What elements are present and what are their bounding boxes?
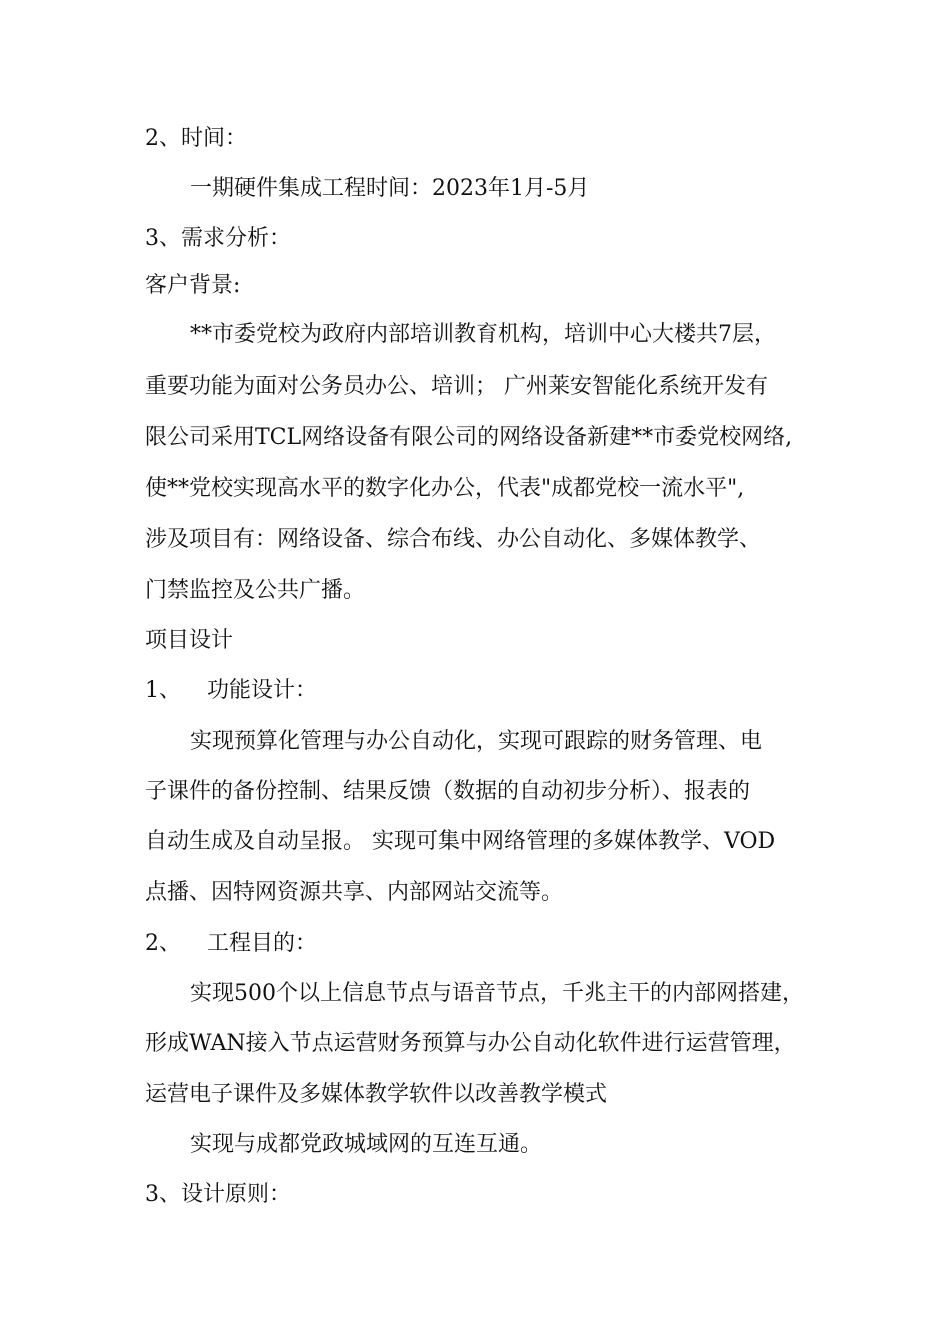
function-design-heading <box>145 676 317 706</box>
engineering-goal-extra: 实现与成都党政城域网的互连互通。 <box>190 1132 543 1157</box>
engineering-goal-heading <box>145 929 317 959</box>
function-design-line: 实现预算化管理与办公自动化，实现可跟踪的财务管理、电 <box>190 729 763 754</box>
function-design-number: 1、 <box>145 678 181 703</box>
client-background-line: 重要功能为面对公务员办公、培训； 广州莱安智能化系统开发有 <box>145 374 768 399</box>
engineering-goal-number: 2、 <box>145 931 181 956</box>
needs-heading: 3、需求分析： <box>145 226 291 251</box>
function-design-line: 子课件的备份控制、结果反馈（数据的自动初步分析）、报表的 <box>145 779 751 804</box>
client-background-line: 门禁监控及公共广播。 <box>145 578 366 603</box>
client-background-label: 客户背景: <box>145 273 241 298</box>
time-heading: 2、时间： <box>145 126 247 151</box>
engineering-goal-line: 实现500个以上信息节点与语音节点，千兆主干的内部网搭建， <box>190 981 804 1006</box>
function-design-line: 点播、因特网资源共享、内部网站交流等。 <box>145 880 564 905</box>
client-background-line: 涉及项目有：网络设备、综合布线、办公自动化、多媒体教学、 <box>145 527 762 552</box>
function-design-line: 自动生成及自动呈报。 实现可集中网络管理的多媒体教学、VOD <box>145 829 776 854</box>
design-principle-heading: 3、设计原则： <box>145 1182 291 1207</box>
time-text: 一期硬件集成工程时间：2023年1月-5月 <box>190 176 590 201</box>
client-background-line: 使**党校实现高水平的数字化办公，代表"成都党校一流水平", <box>145 476 745 501</box>
engineering-goal-line: 运营电子课件及多媒体教学软件以改善教学模式 <box>145 1082 608 1107</box>
engineering-goal-title: 工程目的： <box>207 931 318 956</box>
engineering-goal-line: 形成WAN接入节点运营财务预算与办公自动化软件进行运营管理， <box>145 1031 796 1056</box>
client-background-line: **市委党校为政府内部培训教育机构，培训中心大楼共7层， <box>190 322 776 347</box>
function-design-title: 功能设计： <box>207 678 318 703</box>
project-design-label: 项目设计 <box>145 628 234 653</box>
client-background-line: 限公司采用TCL网络设备有限公司的网络设备新建**市委党校网络, <box>145 425 793 450</box>
